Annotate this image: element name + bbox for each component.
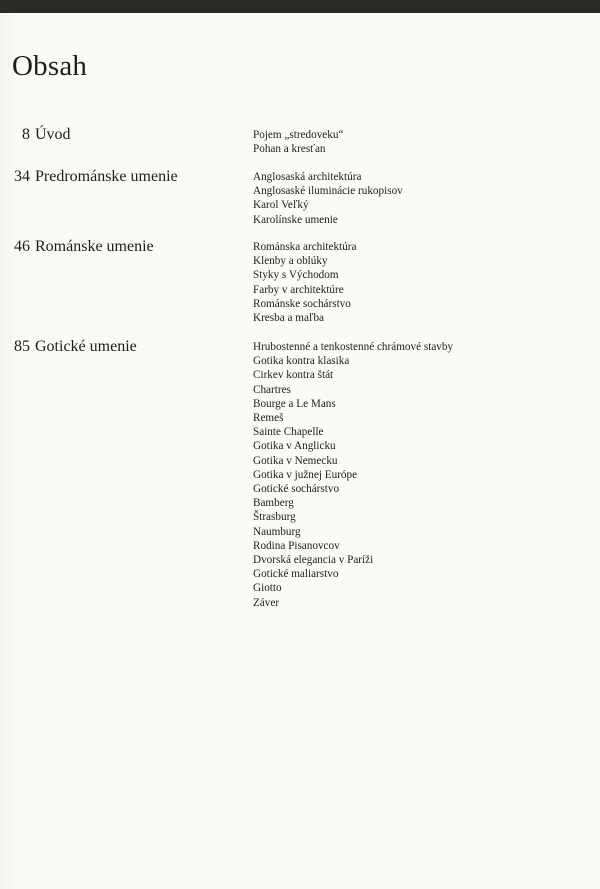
chapter-page-number: 46: [14, 238, 30, 255]
chapter-page-number: 34: [14, 168, 30, 185]
section-item: Rodina Pisanovcov: [253, 539, 340, 552]
page-title: Obsah: [12, 50, 88, 82]
section-item: Gotika v Nemecku: [253, 454, 338, 467]
chapter-title: Úvod: [35, 126, 71, 143]
section-item: Klenby a oblúky: [253, 255, 328, 268]
section-item: Gotické sochárstvo: [253, 483, 340, 496]
section-item: Hrubostenné a tenkostenné chrámové stavby: [253, 341, 454, 353]
section-item: Štrasburg: [253, 511, 296, 524]
chapter-title: Predrománske umenie: [35, 168, 178, 185]
section-item: Anglosaské iluminácie rukopisov: [253, 185, 403, 198]
chapter-heading: [0, 167, 240, 187]
chapter-page-number: 85: [14, 338, 30, 355]
section-item: Bourge a Le Mans: [253, 397, 336, 410]
section-item: Gotika v Anglicku: [253, 440, 336, 453]
section-item: Pojem „stredoveku“: [253, 129, 344, 141]
section-list: [253, 240, 356, 325]
chapter-page-number: 8: [22, 126, 30, 143]
section-item: Gotika v južnej Európe: [253, 468, 358, 481]
section-item: Anglosaská architektúra: [253, 171, 362, 183]
chapter-title: Gotické umenie: [35, 338, 137, 355]
chapter-title: Románske umenie: [35, 238, 154, 255]
section-item: Bamberg: [253, 497, 294, 510]
section-list: [253, 128, 343, 156]
section-item: Naumburg: [253, 525, 301, 538]
section-item: Dvorská elegancia v Paríži: [253, 554, 374, 567]
section-item: Giotto: [253, 582, 282, 595]
chapter-heading: [0, 125, 240, 145]
section-item: Styky s Východom: [253, 269, 339, 282]
section-item: Románska architektúra: [253, 241, 357, 253]
section-item: Karol Veľký: [253, 199, 309, 212]
section-list: [253, 340, 453, 610]
section-item: Remeš: [253, 412, 284, 425]
section-item: Gotika kontra klasika: [253, 355, 350, 368]
section-item: Záver: [253, 596, 280, 609]
section-item: Karolínske umenie: [253, 213, 338, 226]
section-item: Farby v architektúre: [253, 283, 344, 296]
section-item: Gotické maliarstvo: [253, 568, 339, 581]
section-item: Románske sochárstvo: [253, 297, 351, 310]
section-item: Chartres: [253, 383, 291, 396]
chapter-heading: [0, 237, 240, 257]
page-top-edge: [0, 0, 600, 13]
section-item: Sainte Chapelle: [253, 426, 324, 439]
section-list: [253, 170, 403, 227]
section-item: Kresba a maľba: [253, 312, 325, 325]
section-item: Pohan a kresťan: [253, 143, 326, 156]
section-item: Cirkev kontra štát: [253, 369, 334, 382]
chapter-heading: [0, 337, 240, 357]
